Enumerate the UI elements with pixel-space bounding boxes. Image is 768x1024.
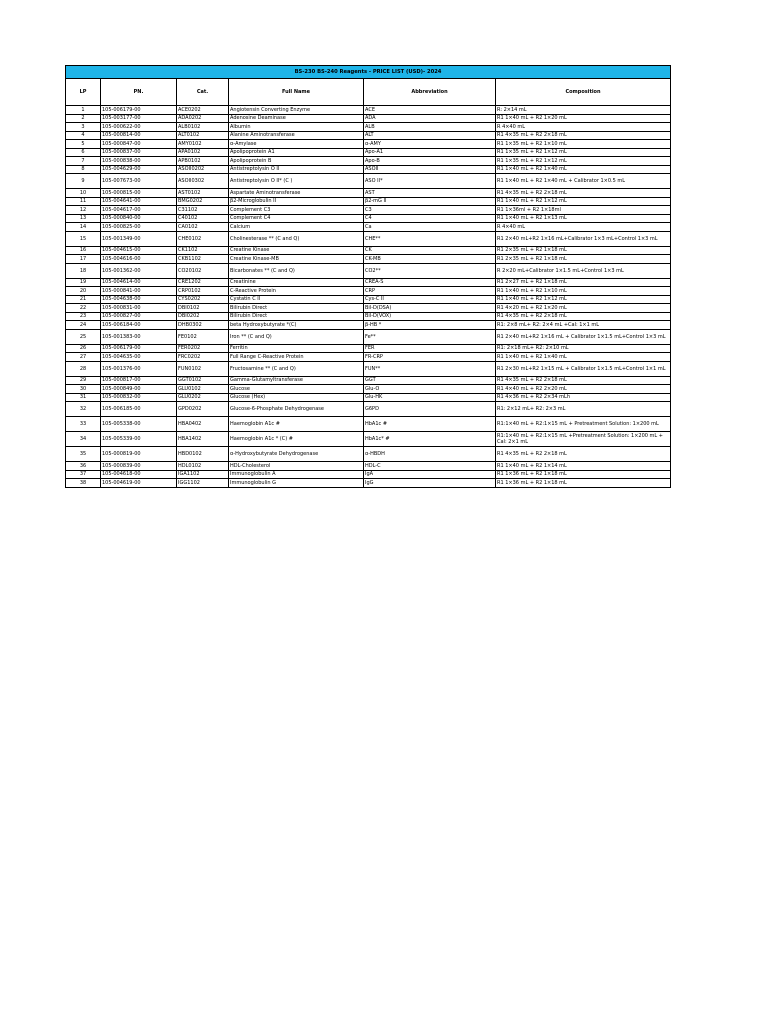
cell-full-name: beta Hydroxybutyrate *(C) [229, 321, 364, 330]
table-row [66, 246, 671, 255]
cell-full-name: C-Reactive Protein [229, 287, 364, 296]
cell-composition: R1: 2×8 mL+ R2: 2×4 mL +Cal: 1×1 mL [496, 321, 671, 330]
cell-abbreviation: α-HBDH [364, 447, 496, 462]
cell-pn: 105-000840-00 [101, 214, 177, 223]
cell-full-name: Bicarbonates ** (C and Q) [229, 263, 364, 278]
table-row [66, 385, 671, 394]
cell-cat: ASOII0202 [177, 165, 229, 174]
cell-composition: R1 4×35 mL + R2 2×18 mL [496, 376, 671, 385]
table-row [66, 106, 671, 115]
cell-cat: GGT0102 [177, 376, 229, 385]
cell-abbreviation: HDL-C [364, 462, 496, 471]
cell-cat: HBA0402 [177, 417, 229, 432]
cell-abbreviation: ASO II* [364, 174, 496, 189]
cell-pn: 105-006179-00 [101, 344, 177, 353]
cell-cat: BMG0202 [177, 197, 229, 206]
cell-composition: R1 2×30 mL+R2 1×15 mL + Calibrator 1×1.5 mL+Control 1×1 mL [496, 361, 671, 376]
cell-pn: 105-004616-00 [101, 255, 177, 264]
header-cat: Cat. [177, 79, 229, 106]
cell-composition: R1 1×40 mL + R2 1×12 mL [496, 295, 671, 304]
cell-cat: IGG1102 [177, 479, 229, 488]
cell-full-name: Glucose [229, 385, 364, 394]
cell-pn: 105-000831-00 [101, 304, 177, 313]
cell-composition: R1 4×35 mL + R2 2×18 mL [496, 312, 671, 321]
cell-lp: 4 [66, 131, 101, 140]
cell-abbreviation: α-AMY [364, 140, 496, 149]
cell-composition: R1 2×35 mL + R2 1×18 mL [496, 246, 671, 255]
cell-pn: 105-000814-00 [101, 131, 177, 140]
cell-abbreviation: Cys-C II [364, 295, 496, 304]
cell-cat: CO20102 [177, 263, 229, 278]
table-row [66, 312, 671, 321]
cell-lp: 11 [66, 197, 101, 206]
cell-cat: CK1102 [177, 246, 229, 255]
cell-cat: FRC0202 [177, 353, 229, 362]
table-row [66, 361, 671, 376]
cell-pn: 105-004618-00 [101, 470, 177, 479]
cell-full-name: α-Hydroxybutyrate Dehydrogenase [229, 447, 364, 462]
table-row [66, 344, 671, 353]
cell-composition: R1 1×40 mL + R2 1×10 mL [496, 287, 671, 296]
table-row [66, 321, 671, 330]
cell-full-name: Immunoglobulin G [229, 479, 364, 488]
cell-composition: R1 2×40 mL+R2 1×16 mL + Calibrator 1×1.5 mL+Control 1×3 mL [496, 329, 671, 344]
sheet-title: BS-230 BS-240 Reagents - PRICE LIST (USD)- 2024 [66, 66, 671, 79]
cell-full-name: Glucose (Hex) [229, 393, 364, 402]
cell-lp: 15 [66, 231, 101, 246]
cell-full-name: Albumin [229, 123, 364, 132]
cell-composition: R1 4×35 mL + R2 2×18 mL [496, 131, 671, 140]
price-list-sheet [65, 65, 670, 488]
cell-pn: 105-006179-00 [101, 106, 177, 115]
cell-pn: 105-001349-00 [101, 231, 177, 246]
cell-full-name: Bilirubin Direct [229, 312, 364, 321]
cell-composition: R1 2×35 mL + R2 1×18 mL [496, 255, 671, 264]
cell-lp: 29 [66, 376, 101, 385]
cell-cat: AMY0102 [177, 140, 229, 149]
cell-abbreviation: G6PD [364, 402, 496, 417]
cell-cat: CKB1102 [177, 255, 229, 264]
cell-lp: 32 [66, 402, 101, 417]
cell-lp: 26 [66, 344, 101, 353]
cell-lp: 37 [66, 470, 101, 479]
table-row [66, 462, 671, 471]
cell-abbreviation: CHE** [364, 231, 496, 246]
cell-lp: 33 [66, 417, 101, 432]
cell-abbreviation: IgG [364, 479, 496, 488]
cell-pn: 105-001376-00 [101, 361, 177, 376]
cell-full-name: Bilirubin Direct [229, 304, 364, 313]
cell-abbreviation: CK [364, 246, 496, 255]
cell-cat: HDL0102 [177, 462, 229, 471]
cell-composition: R1 1×36 mL + R2 1×18 mL [496, 470, 671, 479]
cell-composition: R1 1×35 mL + R2 1×10 mL [496, 140, 671, 149]
cell-composition: R1 1×40 mL + R2 1×40 mL [496, 353, 671, 362]
table-row [66, 479, 671, 488]
cell-lp: 17 [66, 255, 101, 264]
cell-abbreviation: C3 [364, 206, 496, 215]
table-row [66, 140, 671, 149]
cell-full-name: Antistreptolysin O II [229, 165, 364, 174]
cell-cat: GPD0202 [177, 402, 229, 417]
cell-cat: C40102 [177, 214, 229, 223]
cell-cat: CRE1202 [177, 278, 229, 287]
cell-lp: 24 [66, 321, 101, 330]
cell-composition: R1 1×40 mL + R2 1×14 mL [496, 462, 671, 471]
cell-full-name: Full Range C-Reactive Protein [229, 353, 364, 362]
cell-abbreviation: Glu-O [364, 385, 496, 394]
table-row [66, 123, 671, 132]
cell-abbreviation: C4 [364, 214, 496, 223]
table-row [66, 353, 671, 362]
cell-pn: 105-004641-00 [101, 197, 177, 206]
cell-cat: DBI0102 [177, 304, 229, 313]
cell-pn: 105-000817-00 [101, 376, 177, 385]
table-row [66, 278, 671, 287]
cell-full-name: Aspartate Aminotransferase [229, 189, 364, 198]
table-row [66, 402, 671, 417]
cell-composition: R1 1×36ml + R2 1×18ml [496, 206, 671, 215]
cell-lp: 18 [66, 263, 101, 278]
cell-composition: R1: 2×18 mL+ R2: 2×10 mL [496, 344, 671, 353]
cell-pn: 105-004617-00 [101, 206, 177, 215]
cell-pn: 105-000825-00 [101, 223, 177, 232]
cell-composition: R1 1×36 mL + R2 1×18 mL [496, 479, 671, 488]
cell-lp: 21 [66, 295, 101, 304]
cell-full-name: Cholinesterase ** (C and Q) [229, 231, 364, 246]
cell-full-name: Apolipoprotein A1 [229, 148, 364, 157]
cell-abbreviation: FUN** [364, 361, 496, 376]
cell-cat: DHB0302 [177, 321, 229, 330]
cell-composition: R1:1×40 mL + R2:1×15 mL + Pretreatment Solution: 1×200 mL [496, 417, 671, 432]
cell-full-name: Gamma-Glutamyltransferase [229, 376, 364, 385]
cell-full-name: Adenosine Deaminase [229, 114, 364, 123]
cell-full-name: Alanine Aminotransferase [229, 131, 364, 140]
header-lp: LP [66, 79, 101, 106]
table-row [66, 231, 671, 246]
cell-full-name: Glucose-6-Phosphate Dehydrogenase [229, 402, 364, 417]
cell-lp: 1 [66, 106, 101, 115]
cell-lp: 16 [66, 246, 101, 255]
table-row [66, 287, 671, 296]
cell-abbreviation: IgA [364, 470, 496, 479]
cell-composition: R1 4×35 mL + R2 2×18 mL [496, 447, 671, 462]
cell-composition: R1 1×40 mL + R2 1×40 mL + Calibrator 1×0.5 mL [496, 174, 671, 189]
cell-lp: 36 [66, 462, 101, 471]
cell-full-name: Creatine Kinase-MB [229, 255, 364, 264]
header-full-name: Full Name [229, 79, 364, 106]
cell-cat: ASOII0302 [177, 174, 229, 189]
table-row [66, 157, 671, 166]
cell-cat: FUN0102 [177, 361, 229, 376]
cell-pn: 105-000819-00 [101, 447, 177, 462]
table-row [66, 304, 671, 313]
cell-lp: 5 [66, 140, 101, 149]
cell-pn: 105-003177-00 [101, 114, 177, 123]
cell-pn: 105-000838-00 [101, 157, 177, 166]
cell-composition: R1 1×35 mL + R2 1×12 mL [496, 148, 671, 157]
cell-cat: GLU0102 [177, 385, 229, 394]
cell-cat: CYS0202 [177, 295, 229, 304]
cell-abbreviation: Fe** [364, 329, 496, 344]
cell-lp: 25 [66, 329, 101, 344]
cell-cat: ADA0202 [177, 114, 229, 123]
cell-pn: 105-000622-00 [101, 123, 177, 132]
cell-lp: 7 [66, 157, 101, 166]
cell-lp: 9 [66, 174, 101, 189]
cell-abbreviation: Apo-A1 [364, 148, 496, 157]
cell-composition: R: 2×14 mL [496, 106, 671, 115]
cell-composition: R1 1×40 mL + R2 1×13 mL [496, 214, 671, 223]
price-table [65, 65, 671, 488]
header-pn: PN. [101, 79, 177, 106]
cell-pn: 105-000837-00 [101, 148, 177, 157]
cell-composition: R1 4×36 mL + R2 2×34 mLh [496, 393, 671, 402]
cell-pn: 105-004629-00 [101, 165, 177, 174]
table-row [66, 255, 671, 264]
cell-composition: R1:1×40 mL + R2:1×15 mL +Pretreatment Solution: 1×200 mL + Cal: 2×1 mL [496, 432, 671, 447]
cell-abbreviation: CO2** [364, 263, 496, 278]
cell-abbreviation: ASOII [364, 165, 496, 174]
cell-cat: AST0102 [177, 189, 229, 198]
cell-full-name: Apolipoprotein B [229, 157, 364, 166]
table-row [66, 148, 671, 157]
title-row [66, 66, 671, 79]
cell-full-name: Haemoglobin A1c * (C) # [229, 432, 364, 447]
cell-composition: R1 1×40 mL + R2 1×20 mL [496, 114, 671, 123]
table-row [66, 470, 671, 479]
cell-abbreviation: β-HB * [364, 321, 496, 330]
cell-cat: C31102 [177, 206, 229, 215]
table-row [66, 206, 671, 215]
cell-cat: ACE0202 [177, 106, 229, 115]
cell-full-name: Cystatin C II [229, 295, 364, 304]
cell-composition: R 4×40 mL [496, 223, 671, 232]
cell-lp: 2 [66, 114, 101, 123]
cell-full-name: Fructosamine ** (C and Q) [229, 361, 364, 376]
table-row [66, 165, 671, 174]
cell-lp: 3 [66, 123, 101, 132]
cell-composition: R1 4×20 mL + R2 1×20 mL [496, 304, 671, 313]
cell-pn: 105-007673-00 [101, 174, 177, 189]
cell-abbreviation: GGT [364, 376, 496, 385]
cell-abbreviation: FR-CRP [364, 353, 496, 362]
table-row [66, 131, 671, 140]
cell-full-name: Ferritin [229, 344, 364, 353]
cell-lp: 30 [66, 385, 101, 394]
table-row [66, 432, 671, 447]
cell-pn: 105-001383-00 [101, 329, 177, 344]
cell-pn: 105-004638-00 [101, 295, 177, 304]
cell-lp: 22 [66, 304, 101, 313]
cell-lp: 20 [66, 287, 101, 296]
cell-full-name: α-Amylase [229, 140, 364, 149]
cell-pn: 105-000847-00 [101, 140, 177, 149]
cell-composition: R 2×20 mL+Calibrator 1×1.5 mL+Control 1×3 mL [496, 263, 671, 278]
cell-composition: R 4×40 mL [496, 123, 671, 132]
cell-pn: 105-004619-00 [101, 479, 177, 488]
cell-full-name: Antistreptolysin O II* (C ) [229, 174, 364, 189]
cell-full-name: Creatine Kinase [229, 246, 364, 255]
cell-cat: CHE0102 [177, 231, 229, 246]
cell-pn: 105-001362-00 [101, 263, 177, 278]
cell-abbreviation: β2-mG II [364, 197, 496, 206]
cell-full-name: Complement C3 [229, 206, 364, 215]
cell-cat: APA0102 [177, 148, 229, 157]
cell-abbreviation: ALT [364, 131, 496, 140]
cell-composition: R1 4×40 mL + R2 2×20 mL [496, 385, 671, 394]
cell-cat: CRP0102 [177, 287, 229, 296]
cell-cat: HBD0102 [177, 447, 229, 462]
cell-lp: 6 [66, 148, 101, 157]
cell-pn: 105-004614-00 [101, 278, 177, 287]
cell-full-name: Iron ** (C and Q) [229, 329, 364, 344]
cell-full-name: Immunoglobulin A [229, 470, 364, 479]
cell-full-name: Creatinine [229, 278, 364, 287]
cell-abbreviation: ALB [364, 123, 496, 132]
cell-pn: 105-006185-00 [101, 402, 177, 417]
cell-lp: 14 [66, 223, 101, 232]
cell-lp: 19 [66, 278, 101, 287]
cell-cat: GLU0202 [177, 393, 229, 402]
cell-abbreviation: CRP [364, 287, 496, 296]
cell-abbreviation: Ca [364, 223, 496, 232]
cell-composition: R1 1×40 mL + R2 1×12 mL [496, 197, 671, 206]
cell-cat: IGA1102 [177, 470, 229, 479]
table-body [66, 106, 671, 488]
cell-cat: HBA1402 [177, 432, 229, 447]
cell-abbreviation: ADA [364, 114, 496, 123]
table-row [66, 417, 671, 432]
cell-pn: 105-000832-00 [101, 393, 177, 402]
cell-abbreviation: CREA-S [364, 278, 496, 287]
cell-lp: 31 [66, 393, 101, 402]
cell-lp: 13 [66, 214, 101, 223]
cell-cat: ALT0102 [177, 131, 229, 140]
cell-abbreviation: CK-MB [364, 255, 496, 264]
cell-lp: 28 [66, 361, 101, 376]
cell-cat: FE0102 [177, 329, 229, 344]
table-row [66, 329, 671, 344]
cell-cat: DBI0202 [177, 312, 229, 321]
table-row [66, 114, 671, 123]
cell-abbreviation: AST [364, 189, 496, 198]
cell-lp: 23 [66, 312, 101, 321]
table-row [66, 197, 671, 206]
table-row [66, 376, 671, 385]
cell-pn: 105-006184-00 [101, 321, 177, 330]
cell-full-name: HDL-Cholesterol [229, 462, 364, 471]
cell-full-name: β2-Microglobulin II [229, 197, 364, 206]
cell-composition: R1 2×40 mL+R2 1×16 mL+Calibrator 1×3 mL+Control 1×3 mL [496, 231, 671, 246]
cell-abbreviation: Apo-B [364, 157, 496, 166]
table-row [66, 189, 671, 198]
header-row [66, 79, 671, 106]
header-abbreviation: Abbreviation [364, 79, 496, 106]
cell-full-name: Haemoglobin A1c # [229, 417, 364, 432]
cell-lp: 12 [66, 206, 101, 215]
cell-pn: 105-000839-00 [101, 462, 177, 471]
cell-composition: R1: 2×12 mL+ R2: 2×3 mL [496, 402, 671, 417]
cell-pn: 105-005339-00 [101, 432, 177, 447]
cell-abbreviation: Bil-D(DSA) [364, 304, 496, 313]
cell-pn: 105-000849-00 [101, 385, 177, 394]
cell-lp: 10 [66, 189, 101, 198]
table-row [66, 295, 671, 304]
cell-lp: 38 [66, 479, 101, 488]
table-row [66, 174, 671, 189]
cell-cat: APB0102 [177, 157, 229, 166]
cell-cat: CA0102 [177, 223, 229, 232]
cell-composition: R1 2×27 mL + R2 1×18 mL [496, 278, 671, 287]
cell-full-name: Complement C4 [229, 214, 364, 223]
table-row [66, 447, 671, 462]
table-row [66, 393, 671, 402]
cell-pn: 105-004615-00 [101, 246, 177, 255]
header-composition: Composition [496, 79, 671, 106]
cell-composition: R1 1×40 mL + R2 1×40 mL [496, 165, 671, 174]
table-row [66, 223, 671, 232]
cell-abbreviation: FER [364, 344, 496, 353]
cell-abbreviation: Glu-HK [364, 393, 496, 402]
cell-composition: R1 1×35 mL + R2 1×12 mL [496, 157, 671, 166]
cell-pn: 105-000841-00 [101, 287, 177, 296]
cell-pn: 105-004635-00 [101, 353, 177, 362]
cell-abbreviation: Bil-D(VOX) [364, 312, 496, 321]
cell-lp: 27 [66, 353, 101, 362]
cell-abbreviation: ACE [364, 106, 496, 115]
cell-lp: 35 [66, 447, 101, 462]
cell-cat: FER0202 [177, 344, 229, 353]
cell-pn: 105-005338-00 [101, 417, 177, 432]
cell-full-name: Calcium [229, 223, 364, 232]
cell-pn: 105-000815-00 [101, 189, 177, 198]
cell-composition: R1 4×35 mL + R2 2×18 mL [496, 189, 671, 198]
table-row [66, 263, 671, 278]
cell-abbreviation: HbA1c # [364, 417, 496, 432]
table-row [66, 214, 671, 223]
cell-cat: ALB0102 [177, 123, 229, 132]
cell-full-name: Angiotensin Converting Enzyme [229, 106, 364, 115]
cell-lp: 34 [66, 432, 101, 447]
cell-lp: 8 [66, 165, 101, 174]
cell-abbreviation: HbA1c* # [364, 432, 496, 447]
cell-pn: 105-000827-00 [101, 312, 177, 321]
